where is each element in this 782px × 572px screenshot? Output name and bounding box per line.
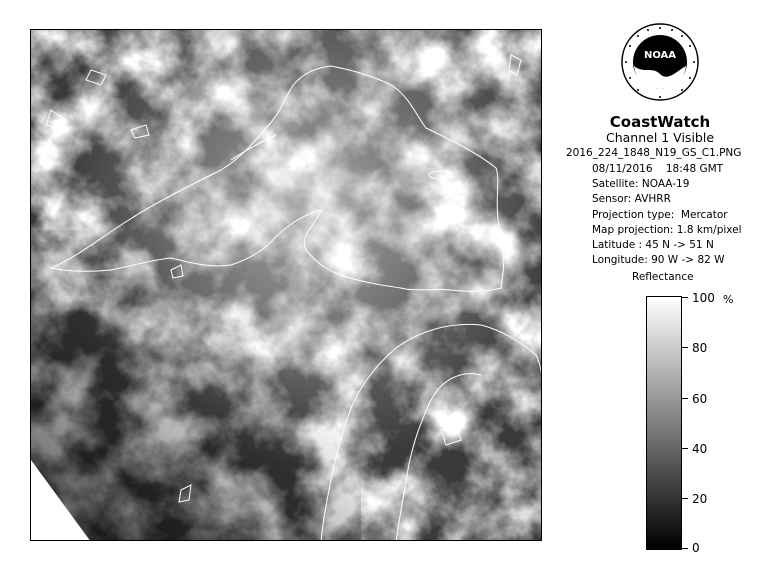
- legend-tick-label: 40: [692, 442, 708, 456]
- legend-tick-label: 80: [692, 341, 708, 355]
- noaa-logo-icon: [620, 22, 700, 102]
- legend-title: Reflectance: [632, 271, 694, 283]
- longitude-range: Longitude: 90 W -> 82 W: [592, 254, 725, 267]
- map-projection: Map projection: 1.8 km/pixel: [592, 223, 742, 236]
- legend-tick-label: 20: [692, 492, 708, 506]
- noaa-logo: [620, 22, 700, 102]
- legend-tick-label: 60: [692, 392, 708, 406]
- color-bar: [646, 296, 682, 550]
- legend-tick: [682, 448, 688, 449]
- datetime: 08/11/2016 18:48 GMT: [592, 163, 724, 175]
- legend-tick-label: 100: [692, 291, 715, 305]
- coastline-map: [31, 30, 542, 541]
- brand-title: CoastWatch: [609, 113, 711, 131]
- legend-unit: %: [723, 293, 734, 306]
- satellite-image: [30, 29, 542, 541]
- sensor: Sensor: AVHRR: [592, 193, 671, 206]
- legend-tick: [682, 398, 688, 399]
- file-name: 2016_224_1848_N19_GS_C1.PNG: [566, 147, 742, 159]
- channel-title: Channel 1 Visible: [605, 130, 715, 145]
- legend-tick: [682, 297, 688, 298]
- legend-tick-label: 0: [692, 541, 700, 555]
- latitude-range: Latitude : 45 N -> 51 N: [592, 239, 714, 252]
- dark-region: [31, 230, 361, 541]
- legend-tick: [682, 347, 688, 348]
- legend-tick: [682, 548, 688, 549]
- projection-type: Projection type: Mercator: [592, 208, 728, 221]
- satellite: Satellite: NOAA-19: [592, 178, 690, 191]
- legend-tick: [682, 498, 688, 499]
- metadata-block: [592, 162, 742, 268]
- noaa-logo-text: NOAA: [643, 50, 677, 61]
